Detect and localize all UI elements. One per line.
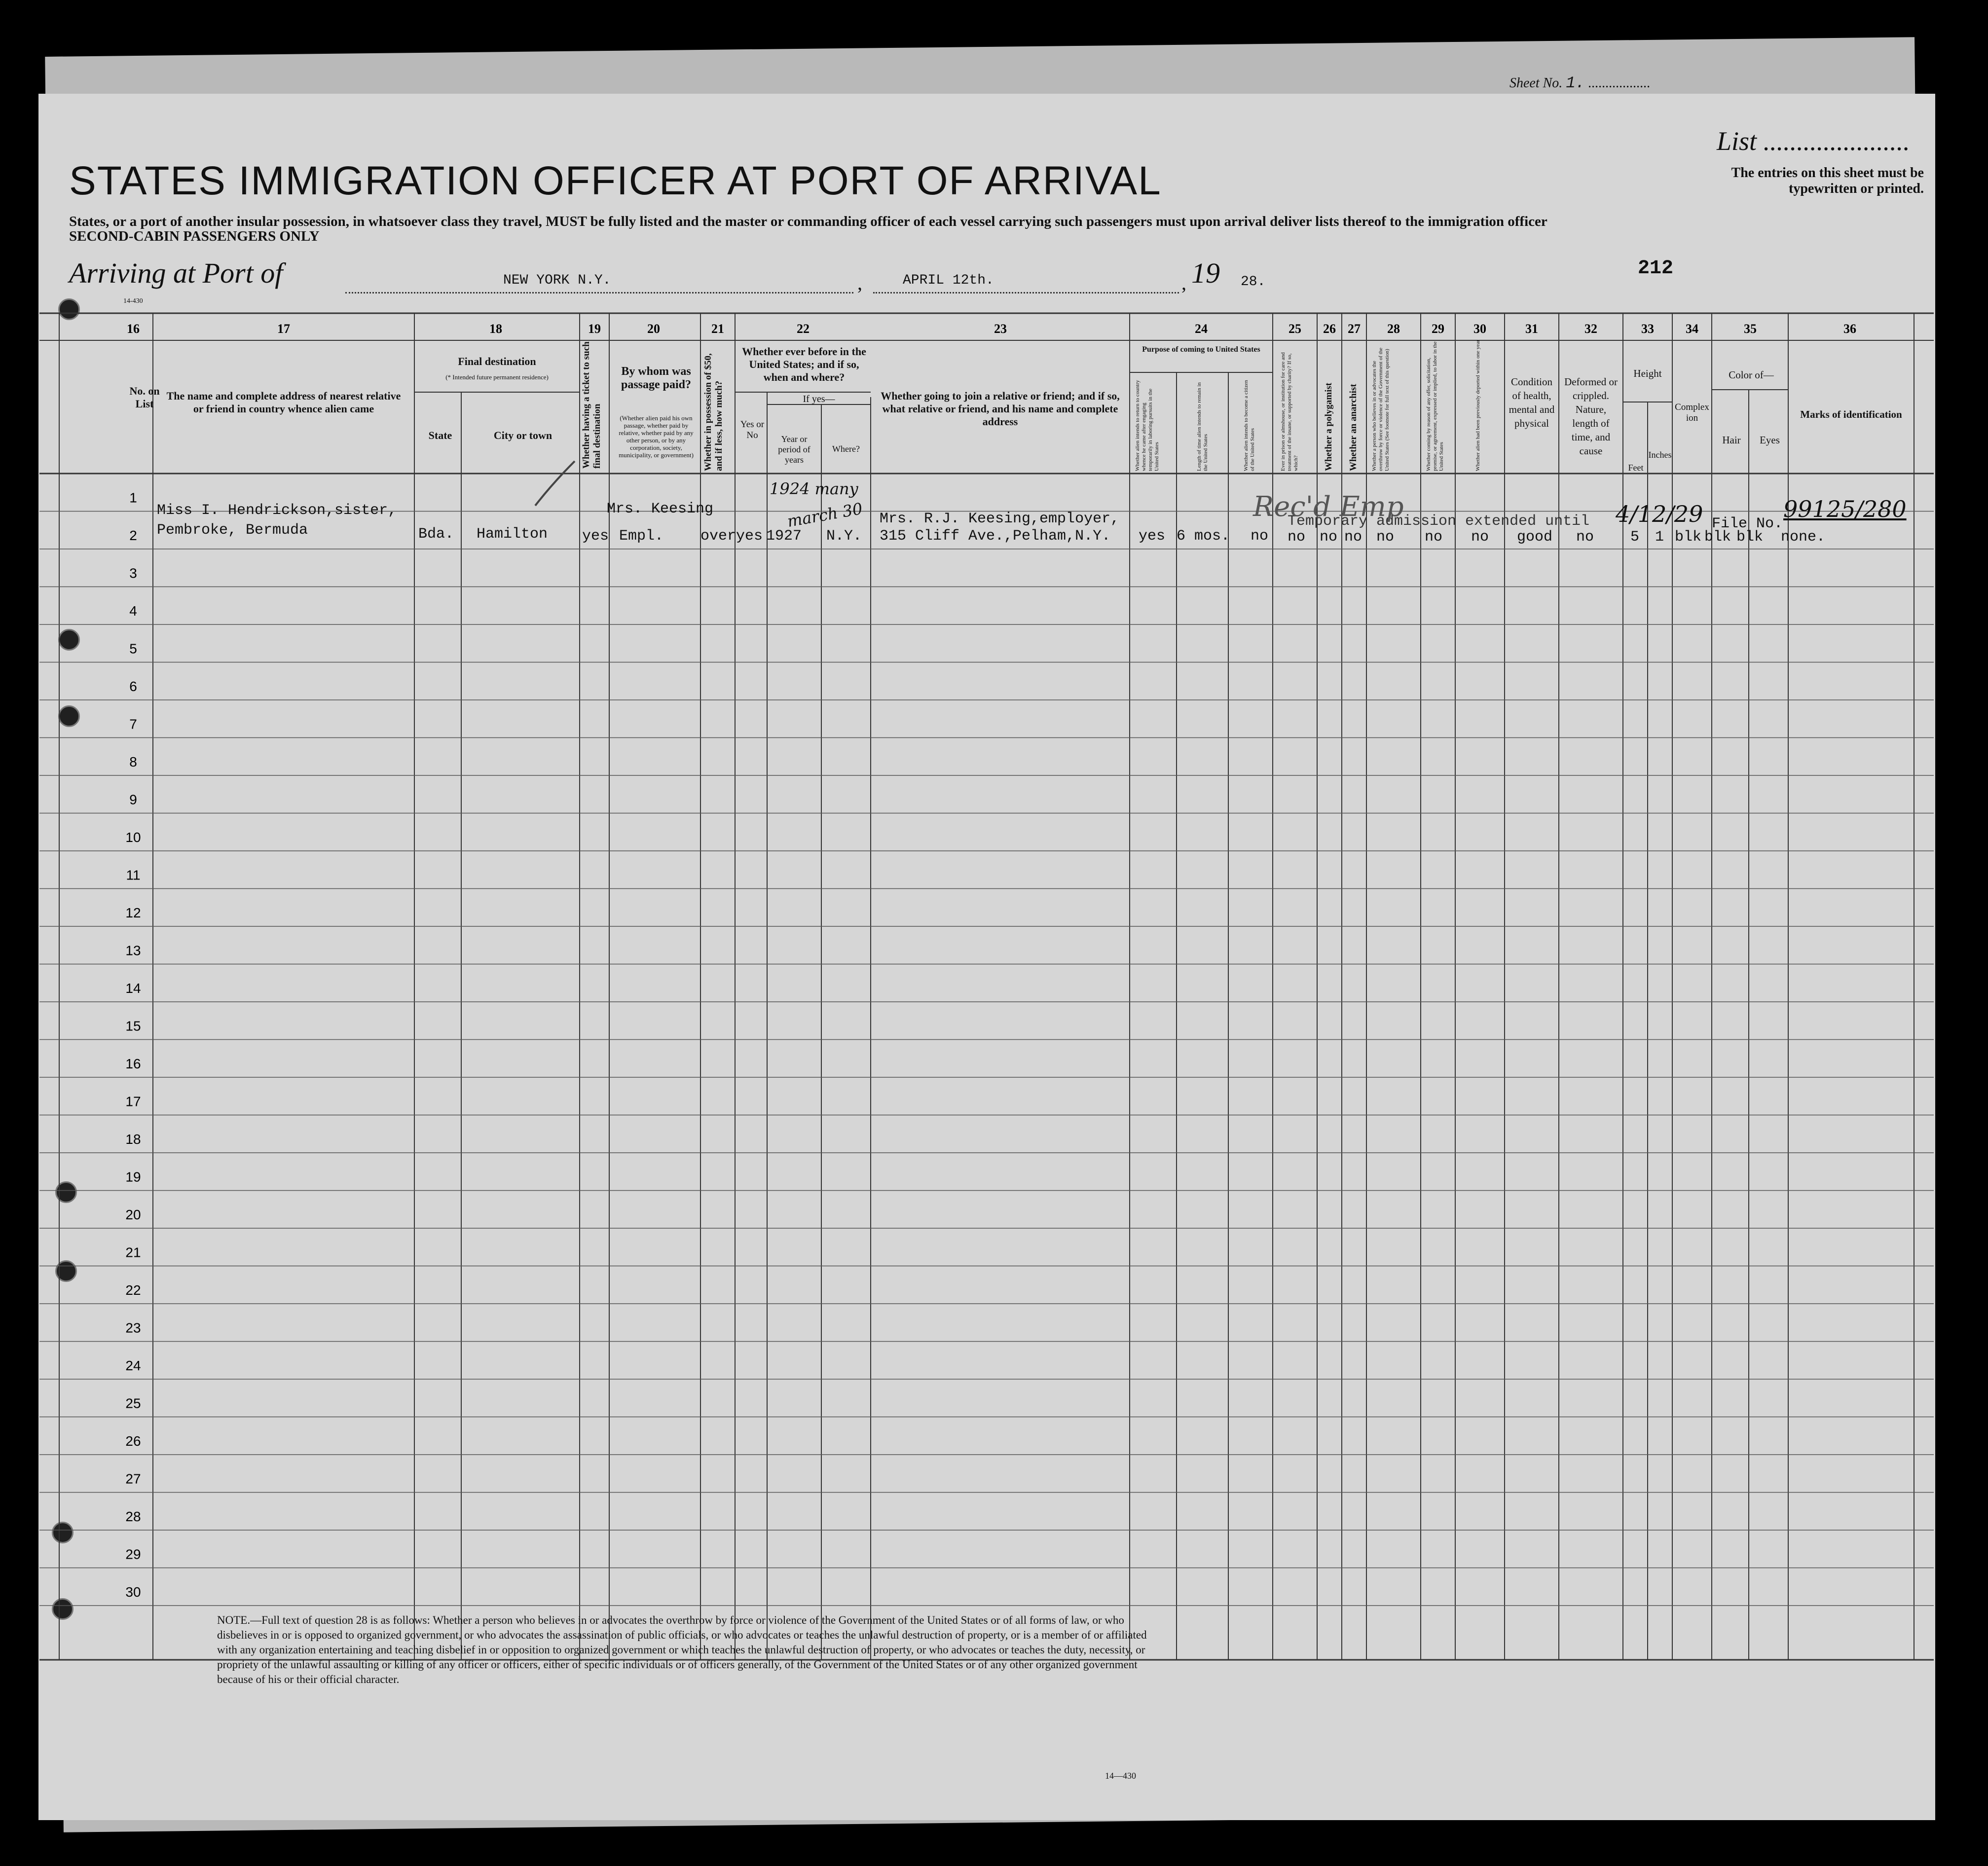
header-inches: Inches <box>1648 450 1672 460</box>
header-where: Where? <box>832 444 860 454</box>
entry-joining-line1: Mrs. R.J. Keesing,employer, <box>880 511 1120 527</box>
handwritten-year: 1924 many <box>770 479 858 498</box>
entry-ticket: yes <box>582 528 609 545</box>
header-final-destination-note: (* Intended future permanent residence) <box>445 373 549 381</box>
row-number: 24 <box>125 1358 141 1373</box>
header-purpose-c: Whether alien intends to become a citizen of the United States <box>1243 380 1255 471</box>
header-passage-note: (Whether alien paid his own passage, whether paid by relative, whether paid by any other person, or by any corporation, society, municipality, or government) <box>619 414 694 459</box>
entry-before-yes: yes <box>736 528 763 545</box>
column-number: 17 <box>277 322 290 336</box>
entry-hair: blk <box>1704 529 1731 546</box>
column-number: 31 <box>1525 322 1538 336</box>
row-number: 4 <box>129 603 137 619</box>
entry-eyes: blk <box>1736 529 1764 546</box>
header-purpose-b: Length of time alien intends to remain in the United States <box>1196 382 1209 471</box>
row-number: 2 <box>129 528 137 543</box>
header-polygamist: Whether a polygamist <box>1324 382 1334 471</box>
header-no-on-list: No. on List <box>129 385 160 410</box>
entry-q29: no <box>1425 529 1443 546</box>
row-number: 22 <box>125 1282 141 1298</box>
row-number: 1 <box>129 490 137 506</box>
entry-marks: none. <box>1781 529 1826 546</box>
entry-q28: no <box>1376 529 1395 546</box>
sheet-number: Sheet No. 1. .................. <box>1509 74 1651 92</box>
stamp-date: 4/12/29 <box>1616 501 1703 527</box>
column-number: 24 <box>1195 322 1208 336</box>
entry-purpose-b: 6 mos. <box>1177 528 1230 545</box>
header-hair: Hair <box>1722 434 1741 446</box>
year-suffix: 28. <box>1241 274 1266 290</box>
row-number: 10 <box>125 830 141 845</box>
row-number: 30 <box>125 1584 141 1600</box>
column-number: 18 <box>489 322 502 336</box>
header-year-period: Year or period of years <box>778 434 810 465</box>
header-purpose: Purpose of coming to United States <box>1142 345 1260 354</box>
header-if-yes: If yes— <box>803 394 835 404</box>
row-number: 6 <box>129 679 137 694</box>
column-number: 16 <box>127 322 140 336</box>
handwritten-check-mark <box>533 459 577 508</box>
header-eyes: Eyes <box>1760 434 1780 446</box>
header-feet: Feet <box>1628 463 1644 473</box>
year-prefix: 19 <box>1191 257 1220 289</box>
header-final-destination: Final destination <box>458 355 536 367</box>
header-q29: Whether coming by reason of any offer, solicitation, promise, or agreement, expressed or implied, to labor in the United States <box>1426 341 1444 471</box>
row-number: 11 <box>126 867 141 883</box>
column-number: 29 <box>1432 322 1444 336</box>
header-health: Condition of health, mental and physical <box>1509 376 1555 429</box>
entry-health: good <box>1517 529 1553 546</box>
entry-q30: no <box>1471 529 1489 546</box>
column-number: 26 <box>1323 322 1336 336</box>
entry-relative-line1: Miss I. Hendrickson,sister, <box>157 502 397 519</box>
row-number: 27 <box>125 1471 141 1487</box>
header-ticket: Whether having a ticket to such final destination <box>581 341 602 469</box>
header-q28: Whether a person who believes in or advocates the overthrow by force or violence of the Government of the United States (See footnote for full text of this question) <box>1371 347 1390 471</box>
column-number: 20 <box>647 322 660 336</box>
entry-joining-line2: 315 Cliff Ave.,Pelham,N.Y. <box>880 528 1111 545</box>
row-number: 15 <box>125 1018 141 1034</box>
footnote-q28: NOTE.—Full text of question 28 is as follows: Whether a person who believes in or advocates the overthrow by force or violence of the Government of the United States or of all forms of law, or who disbelieves in or is opposed to organized government, or who advocates the assassination of public officials, or who advocates or teaches the unlawful destruction of property, or is a member of or affiliated with any organization entertaining and teaching disbelief in or opposition to organized government or which teaches the unlawful destruction of property, or who advocates or teaches the duty, necessity, or propriety of the unlawful assaulting or killing of any officer or officers, either of specific individuals or of officers generally, of the Government of the United States or of any other organized government because of his or their official character. <box>217 1614 1147 1685</box>
row-number: 13 <box>125 943 141 958</box>
admission-stamp: Temporary admission extended until <box>1288 513 1590 530</box>
header-complexion: Complexion <box>1675 402 1709 423</box>
header-marks: Marks of identification <box>1800 408 1902 420</box>
entry-polygamist: no <box>1320 529 1338 546</box>
header-prison: Ever in prison or almshouse, or institution for care and treatment of the insane, or supported by charity? If so, which? <box>1280 352 1299 471</box>
row-number: 28 <box>125 1509 141 1524</box>
comma-1: , <box>857 272 862 294</box>
entry-before-year: 1927 <box>766 528 802 545</box>
column-number: 22 <box>797 322 810 336</box>
row-number: 25 <box>125 1395 141 1411</box>
entry-paid-by-line2: Empl. <box>619 528 664 545</box>
column-number: 36 <box>1843 322 1856 336</box>
entry-prison: no <box>1288 529 1306 546</box>
row-number: 23 <box>125 1320 141 1336</box>
header-fifty-dollars: Whether in possession of $50, and if less, how much? <box>703 353 724 471</box>
entry-feet: 5 <box>1630 529 1640 546</box>
column-number: 19 <box>588 322 601 336</box>
row-number: 16 <box>125 1056 141 1071</box>
entry-relative-line2: Pembroke, Bermuda <box>157 522 308 539</box>
header-passage-paid: By whom was passage paid? <box>621 365 692 391</box>
instruction-line-1: States, or a port of another insular possession, in whatsoever class they travel, MUST be fully listed and the master or commanding officer of each vessel carrying such passengers must upon arrival deliver lists thereof to the immigration officer <box>69 214 1547 229</box>
header-color-of: Color of— <box>1729 369 1774 381</box>
column-number: 30 <box>1473 322 1486 336</box>
comma-2: , <box>1181 272 1186 294</box>
row-number: 8 <box>129 754 137 769</box>
row-number: 12 <box>125 905 141 920</box>
entry-fifty: over <box>700 528 736 545</box>
footer-code: 14—430 <box>1105 1771 1136 1781</box>
header-state: State <box>428 429 452 441</box>
row-number: 21 <box>125 1244 141 1260</box>
page-title: STATES IMMIGRATION OFFICER AT PORT OF ARRIVAL <box>69 158 1162 203</box>
column-number: 28 <box>1387 322 1400 336</box>
header-joining: Whether going to join a relative or friend; and if so, what relative or friend, and his name and complete address <box>881 390 1120 428</box>
column-number: 34 <box>1686 322 1698 336</box>
entry-state: Bda. <box>418 526 454 543</box>
header-yes-or-no: Yes or No <box>740 419 765 440</box>
row-number: 20 <box>125 1207 141 1222</box>
entry-city: Hamilton <box>477 526 548 543</box>
entry-anarchist: no <box>1344 529 1362 546</box>
header-before-in-us: Whether ever before in the United States; and if so, when and where? <box>742 345 866 383</box>
column-number: 23 <box>994 322 1007 336</box>
column-number: 27 <box>1348 322 1361 336</box>
header-height: Height <box>1633 367 1662 379</box>
instruction-line-2: SECOND-CABIN PASSENGERS ONLY <box>69 228 320 244</box>
row-number: 5 <box>129 641 137 657</box>
header-purpose-a: Whether alien intends to return to country whence he came after engaging temporarily in laboring pursuits in the United States <box>1135 380 1160 471</box>
arriving-label: Arriving at Port of <box>69 257 283 289</box>
handwritten-note: Rec'd Emp <box>1253 491 1404 523</box>
column-number: 35 <box>1744 322 1757 336</box>
entry-purpose-c: no <box>1251 528 1269 545</box>
row-number: 14 <box>125 981 141 996</box>
row-number: 9 <box>129 792 137 807</box>
row-number: 18 <box>125 1132 141 1147</box>
typewritten-note: The entries on this sheet must be typewritten or printed. <box>1731 165 1924 196</box>
file-label: File No. <box>1712 515 1783 532</box>
column-number: 32 <box>1584 322 1597 336</box>
handwritten-month: march 30 <box>785 499 864 531</box>
port-value: NEW YORK N.Y. <box>503 273 611 288</box>
form-code: 14-430 <box>123 297 143 305</box>
row-number: 3 <box>129 565 137 581</box>
page-number: 212 <box>1638 257 1674 280</box>
header-anarchist: Whether an anarchist <box>1348 384 1359 471</box>
column-number: 33 <box>1641 322 1654 336</box>
column-number: 21 <box>711 322 724 336</box>
entry-inches: 1 <box>1655 529 1664 546</box>
entry-complexion: blk <box>1675 529 1702 546</box>
header-deformed: Deformed or crippled. Nature, length of time, and cause <box>1564 376 1618 457</box>
entry-deformed: no <box>1576 529 1594 546</box>
row-number: 29 <box>125 1546 141 1562</box>
date-value: APRIL 12th. <box>903 273 994 288</box>
list-label: List ...................... <box>1717 126 1910 156</box>
row-number: 7 <box>129 716 137 732</box>
row-number: 17 <box>125 1094 141 1109</box>
header-city: City or town <box>493 429 552 441</box>
row-number: 19 <box>125 1169 141 1185</box>
column-number: 25 <box>1289 322 1301 336</box>
entry-purpose-a: yes <box>1139 528 1166 545</box>
header-nearest-relative: The name and complete address of nearest relative or friend in country whence alien came <box>166 390 401 415</box>
entry-before-where: N.Y. <box>826 528 862 545</box>
header-q30: Whether alien had been previously deported within one year <box>1475 340 1481 471</box>
entry-paid-by-line1: Mrs. Keesing <box>607 501 714 517</box>
row-number: 26 <box>125 1433 141 1449</box>
file-number: 99125/280 <box>1783 496 1907 522</box>
